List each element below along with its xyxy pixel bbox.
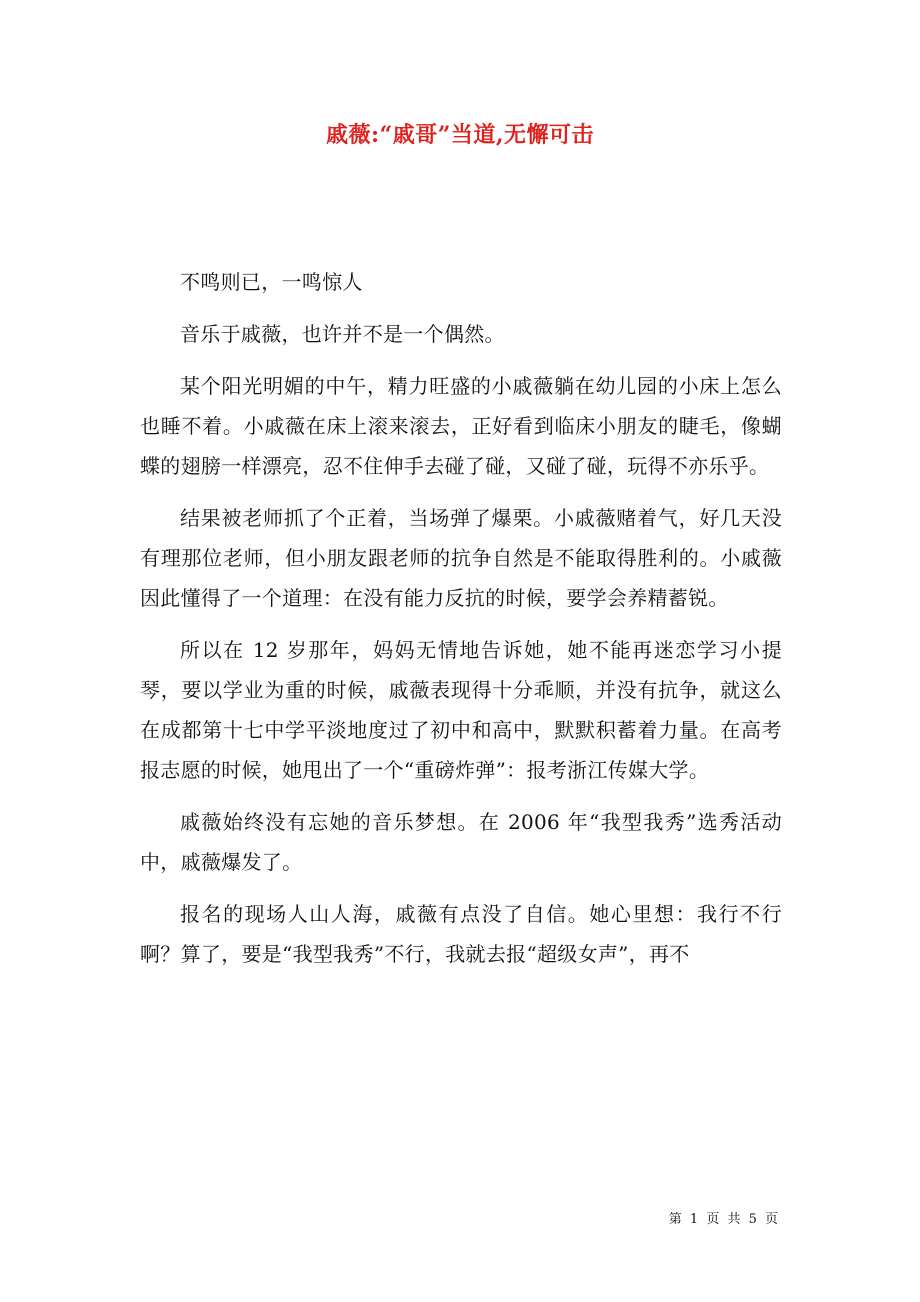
paragraph: 某个阳光明媚的中午，精力旺盛的小戚薇躺在幼儿园的小床上怎么也睡不着。小戚薇在床上滚来滚去，正好看到临床小朋友的睫毛，像蝴蝶的翅膀一样漂亮，忍不住伸手去碰了碰，又碰了碰，玩得不亦乐乎。 [140, 374, 782, 478]
paragraph: 报名的现场人山人海，戚薇有点没了自信。她心里想：我行不行啊？算了，要是“我型我秀”不行，我就去报“超级女声”，再不 [140, 902, 782, 966]
document-title: 戚薇:“戚哥”当道,无懈可击 [325, 122, 595, 148]
document-body [140, 262, 782, 986]
paragraph: 结果被老师抓了个正着，当场弹了爆栗。小戚薇赌着气，好几天没有理那位老师，但小朋友跟老师的抗争自然是不能取得胜利的。小戚薇因此懂得了一个道理：在没有能力反抗的时候，要学会养精蓄锐。 [140, 506, 782, 610]
paragraph: 戚薇始终没有忘她的音乐梦想。在 2006 年“我型我秀”选秀活动中，戚薇爆发了。 [140, 810, 782, 874]
paragraph: 所以在 12 岁那年，妈妈无情地告诉她，她不能再迷恋学习小提琴，要以学业为重的时候，戚薇表现得十分乖顺，并没有抗争，就这么在成都第十七中学平淡地度过了初中和高中，默默积蓄着力量。在高考报志愿的时候，她甩出了一个“重磅炸弹”：报考浙江传媒大学。 [140, 638, 782, 782]
paragraph: 音乐于戚薇，也许并不是一个偶然。 [180, 322, 505, 346]
paragraph: 不鸣则已，一鸣惊人 [180, 270, 363, 294]
page-number-footer: 第 1 页 共 5 页 [668, 1212, 780, 1227]
